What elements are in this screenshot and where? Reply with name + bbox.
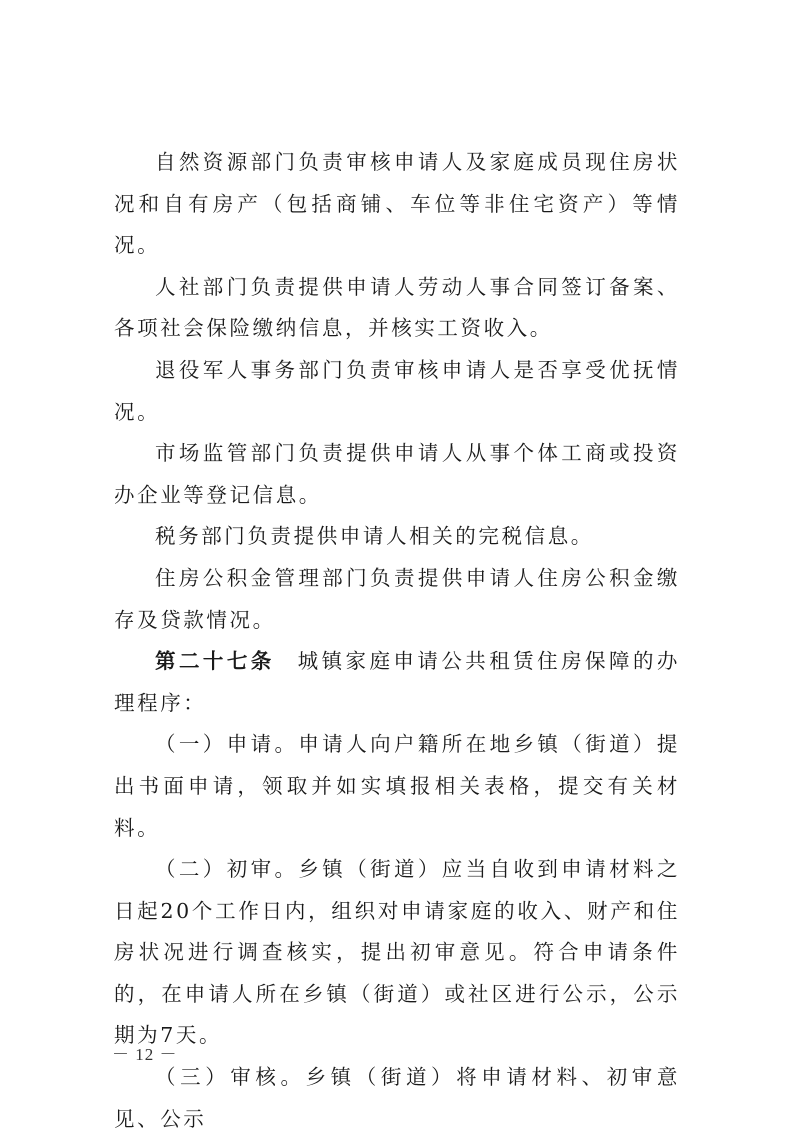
step-preliminary-review: （二）初审。乡镇（街道）应当自收到申请材料之日起20个工作日内，组织对申请家庭的收入、财产和住房状况进行调查核实，提出初审意见。符合申请条件的，在申请人所在乡镇（街道）或社区进行公示，公示期为7天。 xyxy=(114,857,680,1048)
paragraph-human-resources: 人社部门负责提供申请人劳动人事合同签订备案、各项社会保险缴纳信息，并核实工资收入。 xyxy=(114,274,680,341)
article-27-paragraph xyxy=(114,641,680,724)
step-application: （一）申请。申请人向户籍所在地乡镇（街道）提出书面申请，领取并如实填报相关表格，提交有关材料。 xyxy=(114,732,680,840)
step-review: （三）审核。乡镇（街道）将申请材料、初审意见、公示 xyxy=(114,1065,680,1131)
article-heading: 第二十七条 xyxy=(155,649,275,674)
article-text: 城镇家庭申请公共租赁住房保障的办理程序： xyxy=(114,649,680,715)
document-body xyxy=(114,142,680,1140)
paragraph-housing-fund: 住房公积金管理部门负责提供申请人住房公积金缴存及贷款情况。 xyxy=(114,565,680,632)
paragraph-tax: 税务部门负责提供申请人相关的完税信息。 xyxy=(155,524,594,549)
paragraph-natural-resources: 自然资源部门负责审核申请人及家庭成员现住房状况和自有房产（包括商铺、车位等非住宅资产）等情况。 xyxy=(114,150,680,258)
page-number: － 12 － xyxy=(112,1045,178,1064)
paragraph-veterans-affairs: 退役军人事务部门负责审核申请人是否享受优抚情况。 xyxy=(114,357,680,424)
paragraph-market-supervision: 市场监管部门负责提供申请人从事个体工商或投资办企业等登记信息。 xyxy=(114,441,680,507)
